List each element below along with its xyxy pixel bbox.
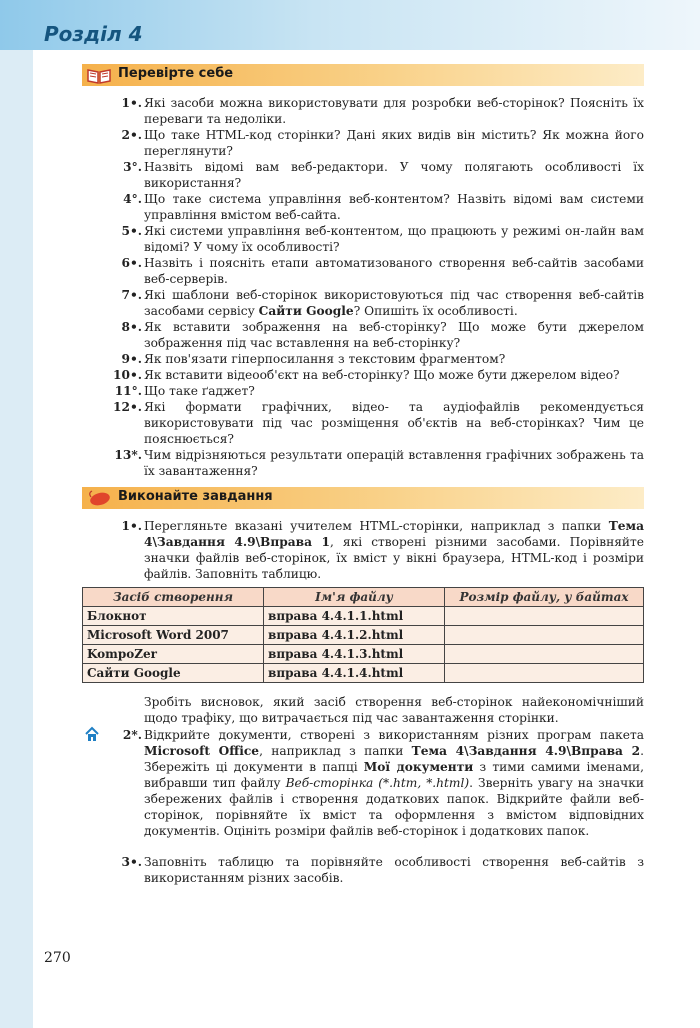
question-text: Які формати графічних, відео- та аудіофайлів рекомендується використовувати під час розміщення об'єктів на веб-сторінках? Чим це пояснюється? — [144, 400, 644, 446]
left-margin-strip — [0, 0, 33, 1028]
question-item — [80, 127, 644, 159]
open-book-icon — [86, 66, 112, 84]
question-text: Що таке ґаджет? — [144, 384, 255, 398]
question-text: Як вставити зображення на веб-сторінку? Що може бути джерелом зображення під час вставлення на веб-сторінку? — [144, 320, 644, 350]
task-2 — [80, 727, 644, 839]
question-text: Які системи управління веб-контентом, що працюють у режимі он-лайн вам відомі? У чому їх особливості? — [144, 224, 644, 254]
question-number: 4°. — [123, 192, 142, 206]
table-cell — [445, 626, 644, 645]
question-item — [80, 287, 644, 319]
question-item — [80, 255, 644, 287]
question-item — [80, 447, 644, 479]
question-text: Назвіть і поясніть етапи автоматизованого створення веб-сайтів засобами веб-серверів. — [144, 256, 644, 286]
question-item — [80, 95, 644, 127]
table-row — [83, 607, 644, 626]
task-number: 3•. — [121, 855, 142, 869]
question-item — [80, 383, 644, 399]
question-number: 13*. — [114, 448, 142, 462]
section-bar-check-yourself — [82, 64, 644, 86]
question-number: 7•. — [121, 288, 142, 302]
task-text: Заповніть таблицю та порівняйте особливості створення веб-сайтів з використанням різних засобів. — [144, 855, 644, 885]
table-cell: вправа 4.4.1.4.html — [264, 664, 445, 683]
question-item — [80, 367, 644, 383]
question-number: 1•. — [121, 96, 142, 110]
question-number: 2•. — [121, 128, 142, 142]
col-header-tool: Засіб створення — [83, 588, 264, 607]
question-text: Як пов'язати гіперпосилання з текстовим фрагментом? — [144, 352, 506, 366]
question-text: Які шаблони веб-сторінок використовуються під час створення веб-сайтів засобами сервісу Сайти Google? Опишіть їх особливості. — [144, 288, 644, 318]
section-bar-do-tasks — [82, 487, 644, 509]
comparison-table — [82, 587, 644, 683]
table-cell: KompoZer — [83, 645, 264, 664]
table-cell: вправа 4.4.1.1.html — [264, 607, 445, 626]
table-cell: Блокнот — [83, 607, 264, 626]
section-title: Виконайте завдання — [118, 489, 273, 504]
question-number: 9•. — [121, 352, 142, 366]
question-number: 11°. — [114, 384, 142, 398]
task-text: Перегляньте вказані учителем HTML-сторінки, наприклад з папки Тема 4\Завдання 4.9\Вправа 1, які створені різними засобами. Порівняйте значки файлів веб-сторінок, їх вміст у вікні браузера, HTML-код і розміри файлів. Заповніть таблицю. — [144, 519, 644, 581]
chapter-title: Розділ 4 — [44, 22, 143, 46]
question-text: Чим відрізняються результати операцій вставлення графічних зображень та їх завантаження? — [144, 448, 644, 478]
question-text: Які засоби можна використовувати для розробки веб-сторінок? Поясніть їх переваги та недоліки. — [144, 96, 644, 126]
table-header-row — [83, 588, 644, 607]
table-cell: вправа 4.4.1.2.html — [264, 626, 445, 645]
question-number: 12•. — [113, 400, 142, 414]
task-number: 1•. — [121, 519, 142, 533]
mouse-icon — [86, 489, 112, 507]
question-number: 5•. — [121, 224, 142, 238]
table-row — [83, 664, 644, 683]
question-number: 10•. — [113, 368, 142, 382]
col-header-filename: Ім'я файлу — [264, 588, 445, 607]
question-text: Що таке HTML-код сторінки? Дані яких видів він містить? Як можна його переглянути? — [144, 128, 644, 158]
task-number: 2*. — [122, 728, 142, 742]
table-row — [83, 645, 644, 664]
question-number: 6•. — [121, 256, 142, 270]
question-item — [80, 191, 644, 223]
table-cell: Сайти Google — [83, 664, 264, 683]
question-item — [80, 223, 644, 255]
col-header-size: Розмір файлу, у байтах — [445, 588, 644, 607]
task-text: Відкрийте документи, створені з використанням різних програм пакета Microsoft Office, наприклад з папки Тема 4\Завдання 4.9\Вправа 2. Збережіть ці документи в папці Мої документи з тими самими іменами, вибравши тип файлу Веб-сторінка (*.htm, *.html). Зверніть увагу на значки збережених файлів і створення додаткових папок. Відкрийте файли веб-сторінок, порівняйте їх вміст та оформлення з вмістом відповідних документів. Оцініть розміри файлів веб-сторінок і додаткових папок. — [144, 728, 644, 838]
question-item — [80, 319, 644, 351]
question-text: Назвіть відомі вам веб-редактори. У чому полягають особливості їх використання? — [144, 160, 644, 190]
conclusion-text: Зробіть висновок, який засіб створення веб-сторінок найекономічніший щодо трафіку, що витрачається під час завантаження сторінки. — [144, 695, 644, 725]
question-item — [80, 351, 644, 367]
task-3 — [80, 854, 644, 886]
table-cell — [445, 607, 644, 626]
table-row — [83, 626, 644, 645]
section-title: Перевірте себе — [118, 66, 234, 81]
question-number: 8•. — [121, 320, 142, 334]
question-text: Як вставити відеооб'єкт на веб-сторінку? Що може бути джерелом відео? — [144, 368, 620, 382]
table-cell: вправа 4.4.1.3.html — [264, 645, 445, 664]
table-cell — [445, 645, 644, 664]
page-number: 270 — [44, 950, 71, 966]
task-1 — [80, 518, 644, 582]
table-cell: Microsoft Word 2007 — [83, 626, 264, 645]
question-number: 3°. — [123, 160, 142, 174]
table-cell — [445, 664, 644, 683]
question-text: Що таке система управління веб-контентом? Назвіть відомі вам системи управління вмістом веб-сайта. — [144, 192, 644, 222]
question-item — [80, 159, 644, 191]
question-item — [80, 399, 644, 447]
